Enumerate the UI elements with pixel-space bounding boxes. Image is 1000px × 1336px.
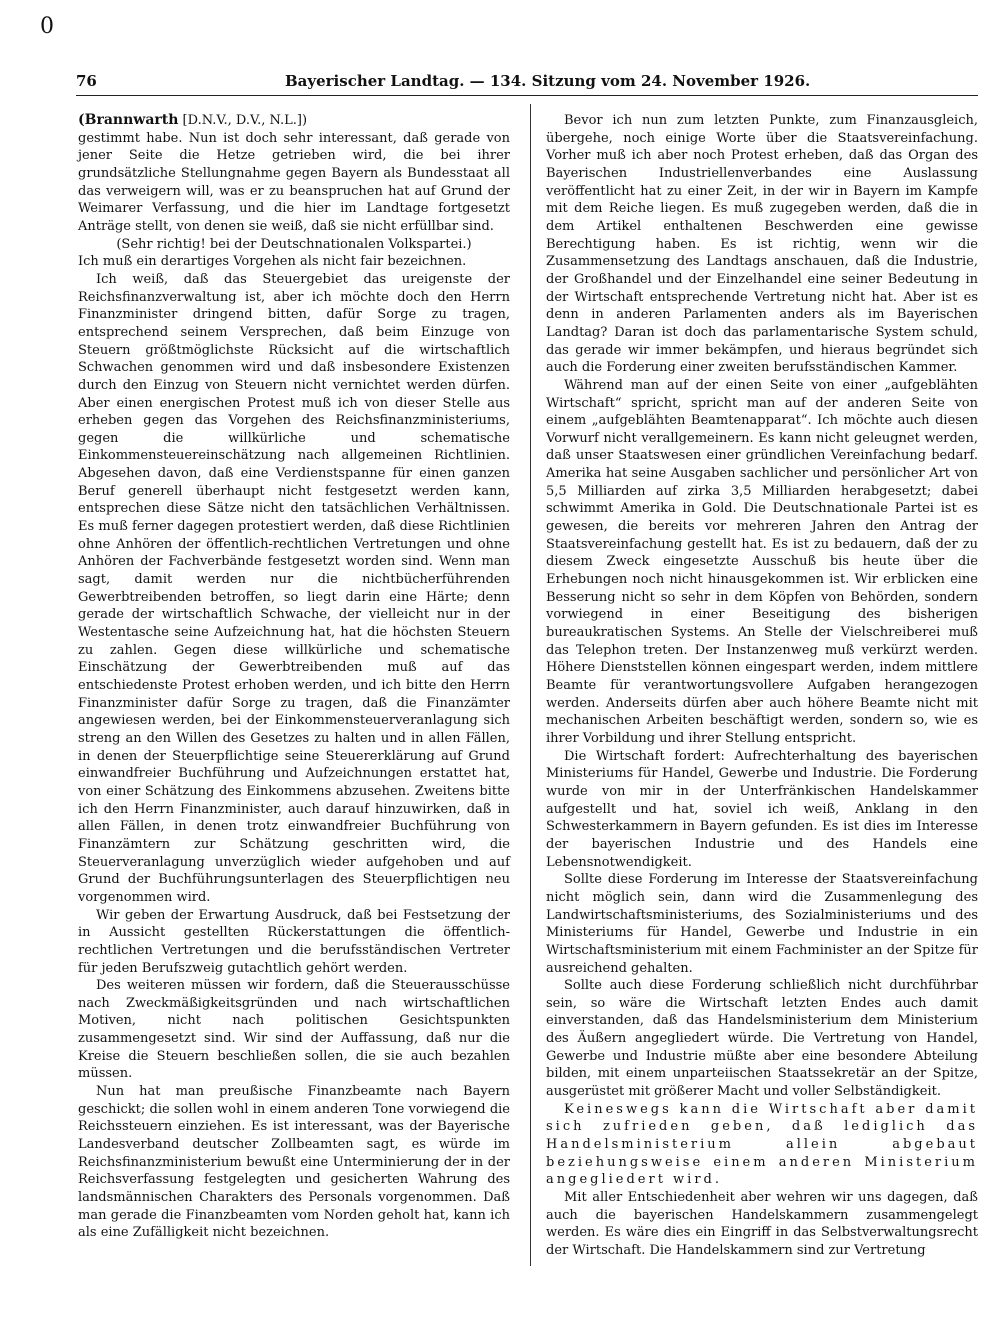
paragraph: Bevor ich nun zum letzten Punkte, zum Finanzausgleich, übergehe, noch einige Worte über die Staatsvereinfachung. Vorher muß ich aber noch Protest erheben, daß das Organ des Bayerischen Industriellenverbandes eine Auslassung veröffentlicht hat zu einer Zeit, in der wir in Bayern im Kampfe mit dem Reiche liegen. Es muß zugegeben werden, daß die in dem Artikel enthaltenen Beschwerden eine gewisse Berechtigung haben. Es ist richtig, wenn wir die Zusammensetzung des Landtags anschauen, daß die Industrie, der Großhandel und der Einzelhandel eine seiner Bedeutung in der Wirtschaft entsprechende Vertretung nicht hat. Aber ist es denn in anderen Parlamenten anders als im Bayerischen Landtag? Daran ist doch das parlamentarische System schuld, das gerade wir immer bekämpfen, und hieraus begründet sich auch die Forderung einer zweiten berufsständischen Kammer. (546, 113, 978, 376)
speaker-line (78, 112, 510, 130)
paragraph: Sollte auch diese Forderung schließlich nicht durchführbar sein, so wäre die Wirtschaft letzten Endes auch damit einverstanden, daß das Handelsministerium dem Ministerium des Äußern angegliedert würde. Die Vertretung von Handel, Gewerbe und Industrie müßte aber eine besondere Abteilung bilden, mit einem unparteiischen Staatssekretär an der Spitze, ausgerüstet mit größerer Macht und voller Selbständigkeit. (546, 978, 978, 1100)
paragraph: Die Wirtschaft fordert: Aufrechterhaltung des bayerischen Ministeriums für Handel, Gewerbe und Industrie. Die Forderung wurde von mir in der Unterfränkischen Handelskammer aufgestellt und hat, soviel ich weiß, Anklang in den Schwesterkammern in Bayern gefunden. Es ist dies im Interesse der bayerischen Industrie und des Handels eine Lebensnotwendigkeit. (546, 748, 978, 870)
paragraph: Wir geben der Erwartung Ausdruck, daß bei Festsetzung der in Aussicht gestellten Rückerstattungen die öffentlich-rechtlichen Vertretungen und die berufsständischen Vertreter für jeden Berufszweig gutachtlich gehört werden. (78, 907, 510, 976)
left-column (78, 112, 510, 1242)
header-rule (76, 95, 978, 96)
paragraph: Ich weiß, daß das Steuergebiet das ureigenste der Reichsfinanzverwaltung ist, aber ich möchte doch den Herrn Finanzminister dringend bitten, dafür Sorge zu tragen, entsprechend seinem Versprechen, daß beim Einzuge von Steuern größtmöglichste Rücksicht auf die wirtschaftlich Schwachen genommen wird und daß insbesondere Existenzen durch den Einzug von Steuern nicht vernichtet werden dürfen. Aber einen energischen Protest muß ich von dieser Stelle aus erheben gegen das Vorgehen des Reichsfinanzministeriums, gegen die willkürliche und schematische Einkommensteuereinschätzung nach allgemeinen Richtlinien. Abgesehen davon, daß eine Verdienstspanne für einen ganzen Beruf generell überhaupt nicht festgesetzt werden kann, entsprechen diese Sätze nicht den tatsächlichen Verhältnissen. Es muß ferner dagegen protestiert werden, daß diese Richtlinien ohne Anhören der öffentlich-rechtlichen Vertretungen und ohne Anhören der Fachverbände festgesetzt worden sind. Wenn man sagt, damit werden nur die nichtbücherführenden Gewerbtreibenden betroffen, so liegt darin eine Härte; denn gerade der wirtschaftlich Schwache, der vielleicht nur in der Westentasche seine Aufzeichnung hat, hat die höchsten Steuern zu zahlen. Gegen diese willkürliche und schematische Einschätzung der Gewerbtreibenden muß auf das entschiedenste Protest erhoben werden, und ich bitte den Herrn Finanzminister dafür Sorge zu tragen, daß die Finanzämter angewiesen werden, bei der Einkommensteuerveranlagung sich streng an den Willen des Gesetzes zu halten und in allen Fällen, in denen der Steuerpflichtige seine Steuererklärung auf Grund einwandfreier Buchführung und Aufzeichnungen erstattet hat, von einer Schätzung des Einkommens abzusehen. Zweitens bitte ich den Herrn Finanzminister, auch darauf hinzuwirken, daß in allen Fällen, in denen trotz einwandfreier Buchführung von Finanzämtern zur Schätzung geschritten wird, die Steuerveranlagung unverzüglich wieder aufgehoben und auf Grund der Buchführungsunterlagen des Steuerpflichtigen neu vorgenommen wird. (78, 271, 510, 905)
interjection: (Sehr richtig! bei der Deutschnationalen Volkspartei.) (116, 236, 472, 252)
corner-mark: 0 (40, 14, 54, 39)
paragraph: Sollte diese Forderung im Interesse der Staatsvereinfachung nicht möglich sein, dann wird die Zusammenlegung des Landwirtschaftsministeriums, des Sozialministeriums und des Ministeriums für Handel, Gewerbe und Industrie in ein Wirtschaftsministerium mit einem Fachminister an der Spitze für ausreichend gehalten. (546, 872, 978, 976)
paragraph: Mit aller Entschiedenheit aber wehren wir uns dagegen, daß auch die bayerischen Handelskammern zusammengelegt werden. Es wäre dies ein Eingriff in das Selbstverwaltungsrecht der Wirtschaft. Die Handelskammern sind zur Vertretung (546, 1190, 978, 1258)
paragraph-emphasized: Keineswegs kann die Wirtschaft aber damit sich zufrieden geben, daß lediglich das Handelsministerium allein abgebaut beziehungsweise einem anderen Ministerium angegliedert wird. (546, 1101, 978, 1188)
paragraph: Während man auf der einen Seite von einer „aufgeblähten Wirtschaft“ spricht, spricht man auf der anderen Seite von einem „aufgeblähten Beamtenapparat“. Ich möchte auch diesen Vorwurf nicht verallgemeinern. Es kann nicht geleugnet werden, daß unser Staatswesen einer gründlichen Vereinfachung bedarf. Amerika hat seine Ausgaben sachlicher und persönlicher Art von 5,5 Milliarden auf zirka 3,5 Milliarden herabgesetzt; dabei schwimmt Amerika in Gold. Die Deutschnationale Partei ist es gewesen, die bereits vor mehreren Jahren den Antrag der Staatsvereinfachung gestellt hat. Es ist zu bedauern, daß der zu diesem Zweck eingesetzte Ausschuß bis heute über die Erhebungen noch nicht hinausgekommen ist. Wir erblicken eine Besserung nicht so sehr in dem Köpfen von Behörden, sondern vorwiegend in einer Beseitigung des bisherigen bureaukratischen Systems. An Stelle der Vielschreiberei muß das Telephon treten. Der Instanzenweg muß verkürzt werden. Höhere Dienststellen können eingespart werden, indem mittlere Beamte für verantwortungsvollere Aufgaben herangezogen werden. Anderseits dürfen aber auch höhere Beamte nicht mit mechanischen Arbeiten beschäftigt werden, sondern so, wie es ihrer Vorbildung und ihrer Stellung entspricht. (546, 377, 978, 746)
right-column (546, 112, 978, 1260)
paragraph: Ich muß ein derartiges Vorgehen als nicht fair bezeichnen. (78, 254, 467, 270)
paragraph: Des weiteren müssen wir fordern, daß die Steuerausschüsse nach Zweckmäßigkeitsgründen und nach wirtschaftlichen Motiven, nicht nach politischen Gesichtspunkten zusammengesetzt sind. Wir sind der Auffassung, daß nur die Kreise die Steuern beschließen sollen, die sie auch bezahlen müssen. (78, 978, 510, 1082)
speaker-name: (Brannwarth (78, 112, 179, 128)
paragraph: Nun hat man preußische Finanzbeamte nach Bayern geschickt; die sollen wohl in einem anderen Tone vorwiegend die Reichssteuern einziehen. Es ist interessant, was der Bayerische Landesverband deutscher Zollbeamten sagt, es würde im Reichsfinanzministerium bewußt eine Unterminierung der in der Reichsverfassung festgelegten und gesicherten Wahrung des landsmännischen Charakters des Personals vorgenommen. Daß man gerade die Finanzbeamten vom Norden geholt hat, kann ich als eine Zufälligkeit nicht bezeichnen. (78, 1084, 510, 1241)
page-number: 76 (76, 72, 97, 90)
speaker-party: [D.N.V., D.V., N.L.]) (178, 113, 308, 128)
paragraph: gestimmt habe. Nun ist doch sehr interessant, daß gerade von jener Seite die Hetze getrieben wird, die bei ihrer grundsätzliche Stellungnahme gegen Bayern als Bundesstaat all das verweigern will, was er zu beanspruchen hat auf Grund der Weimarer Verfassung, und die hier im Landtage fortgesetzt Anträge stellt, von denen sie weiß, daß sie nicht erfüllbar sind. (78, 130, 510, 234)
running-head: Bayerischer Landtag. — 134. Sitzung vom 24. November 1926. (285, 72, 811, 90)
column-divider (530, 104, 531, 1266)
